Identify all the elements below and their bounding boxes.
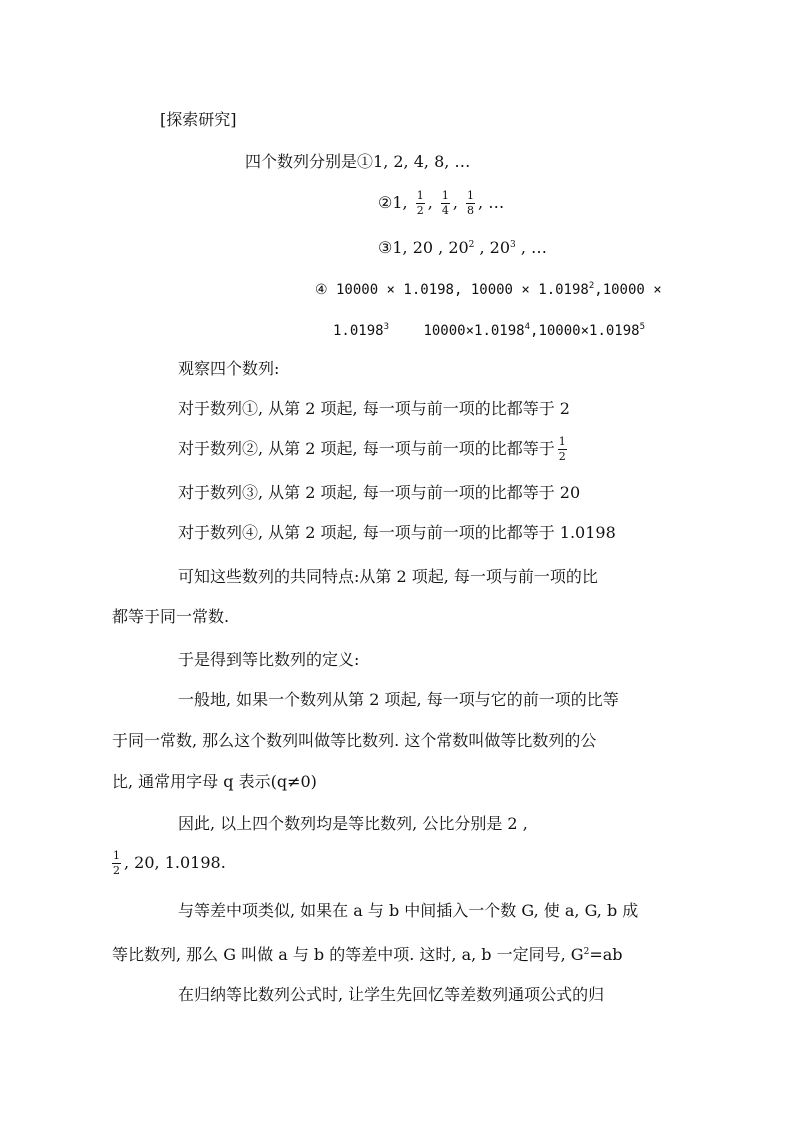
last-line: 在归纳等比数列公式时, 让学生先回忆等差数列通项公式的归 <box>178 985 605 1004</box>
common-feature-line-1: 可知这些数列的共同特点:从第 2 项起, 每一项与前一项的比 <box>178 567 598 586</box>
therefore-line-2: $\frac{1}{2}$ , 20, 1.0198. <box>113 849 226 877</box>
fraction: $\frac{1}{2}$ <box>113 849 120 877</box>
sequence-1: ①1, 2, 4, 8, … <box>357 152 471 171</box>
sequence-1-line <box>245 152 470 172</box>
fraction: $\frac{1}{2}$ <box>416 189 424 217</box>
sequence-2-line: ②1, $\frac{1}{2}$ , $\frac{1}{4}$ , $\frac{1}{8}$ , … <box>378 189 505 217</box>
common-feature-line-2: 都等于同一常数. <box>112 607 230 626</box>
geometric-mean-line-2: 等比数列, 那么 G 叫做 a 与 b 的等差中项. 这时, a, b 一定同号, $G^2=ab$ <box>112 945 623 964</box>
fraction: $\frac{1}{4}$ <box>441 189 449 217</box>
observation-2: 对于数列②, 从第 2 项起, 每一项与前一项的比都等于 $\frac{1}{2}$ <box>178 435 566 463</box>
geometric-mean-line-1: 与等差中项类似, 如果在 a 与 b 中间插入一个数 G, 使 a, G, b 成 <box>178 901 639 920</box>
definition-line-3: 比, 通常用字母 q 表示(q≠0) <box>112 772 317 791</box>
section-heading: [探索研究] <box>160 110 237 129</box>
sequence-2-prefix: ②1, <box>378 193 408 212</box>
definition-line-1: 一般地, 如果一个数列从第 2 项起, 每一项与它的前一项的比等 <box>178 690 619 709</box>
observe-title: 观察四个数列: <box>178 359 280 378</box>
sequence-4-line-1: ④ 10000 × 1.0198, $10000 \times 1.0198^2,10000$ × <box>315 281 662 298</box>
definition-intro: 于是得到等比数列的定义: <box>178 650 360 669</box>
observation-1: 对于数列①, 从第 2 项起, 每一项与前一项的比都等于 2 <box>178 399 570 418</box>
therefore-line-1: 因此, 以上四个数列均是等比数列, 公比分别是 2 , <box>178 814 528 833</box>
observation-4: 对于数列④, 从第 2 项起, 每一项与前一项的比都等于 1.0198 <box>178 523 616 542</box>
fraction: $\frac{1}{2}$ <box>558 435 566 463</box>
fraction: $\frac{1}{8}$ <box>467 189 475 217</box>
sequence-4-line-2: 1.0198$^3$ $10000\times 1.0198^4,10000\times 1.0198^5$ <box>333 322 646 339</box>
sequences-intro: 四个数列分别是 <box>245 152 358 171</box>
sequence-2-suffix: , … <box>478 193 505 212</box>
observation-3: 对于数列③, 从第 2 项起, 每一项与前一项的比都等于 20 <box>178 483 581 502</box>
definition-line-2: 于同一常数, 那么这个数列叫做等比数列. 这个常数叫做等比数列的公 <box>112 731 597 750</box>
sequence-3: ③1, 20 , $20^2$ , $20^3$ , … <box>378 238 548 257</box>
